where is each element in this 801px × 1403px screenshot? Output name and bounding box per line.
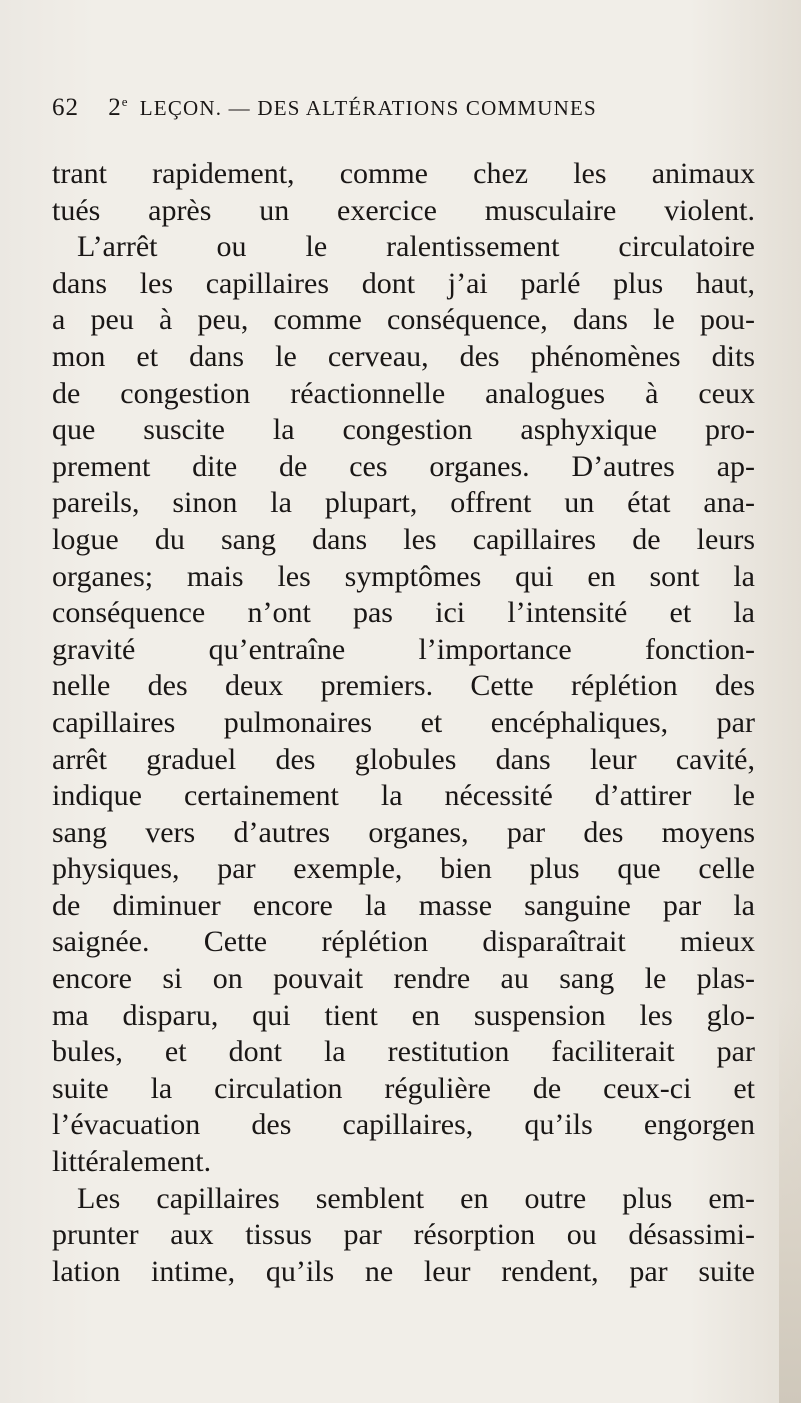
- chapter-title: LEÇON. — DES ALTÉRATIONS COMMUNES: [139, 96, 597, 120]
- text-line: suite la circulation régulière de ceux-ci et: [52, 1071, 755, 1105]
- text-line: que suscite la congestion asphyxique pro-: [52, 413, 755, 447]
- page-number: 62: [52, 94, 79, 121]
- lecon-number-digit: 2: [108, 94, 122, 121]
- text-line: nelle des deux premiers. Cette réplétion des: [52, 669, 755, 703]
- text-line: mon et dans le cerveau, des phénomènes dits: [52, 339, 755, 373]
- text-line: ma disparu, qui tient en suspension les glo-: [52, 998, 755, 1032]
- text-line: physiques, par exemple, bien plus que celle: [52, 852, 755, 886]
- running-header: [52, 82, 752, 122]
- text-line: a peu à peu, comme conséquence, dans le pou-: [52, 303, 755, 337]
- text-line: gravité qu’entraîne l’importance fonction-: [52, 632, 755, 666]
- body-text: [52, 156, 755, 1290]
- text-line: encore si on pouvait rendre au sang le plas-: [52, 962, 755, 996]
- text-line: prement dite de ces organes. D’autres ap-: [52, 449, 755, 483]
- text-line: organes; mais les symptômes qui en sont la: [52, 559, 755, 593]
- text-line: sang vers d’autres organes, par des moyens: [52, 815, 755, 849]
- text-line: conséquence n’ont pas ici l’intensité et la: [52, 596, 755, 630]
- text-line: trant rapidement, comme chez les animaux: [52, 157, 755, 190]
- text-line: de diminuer encore la masse sanguine par la: [52, 888, 755, 922]
- text-line: logue du sang dans les capillaires de leurs: [52, 522, 755, 556]
- text-line: L’arrêt ou le ralentissement circulatoire: [77, 230, 755, 264]
- text-line: capillaires pulmonaires et encéphaliques, par: [52, 705, 755, 739]
- text-line: de congestion réactionnelle analogues à ceux: [52, 376, 755, 410]
- text-line: indique certainement la nécessité d’attirer le: [52, 779, 755, 813]
- text-line: arrêt graduel des globules dans leur cavité,: [52, 742, 755, 776]
- text-line: dans les capillaires dont j’ai parlé plus haut,: [52, 266, 755, 300]
- text-line: bules, et dont la restitution faciliterait par: [52, 1035, 755, 1069]
- text-line: littéralement.: [52, 1145, 212, 1179]
- text-line: prunter aux tissus par résorption ou désassimi-: [52, 1218, 755, 1252]
- page-edge-shadow: [779, 1000, 801, 1403]
- text-line: lation intime, qu’ils ne leur rendent, par suite: [52, 1254, 755, 1288]
- text-line: pareils, sinon la plupart, offrent un état ana-: [52, 486, 755, 520]
- text-line: l’évacuation des capillaires, qu’ils engorgen: [52, 1108, 755, 1142]
- text-line: saignée. Cette réplétion disparaîtrait mieux: [52, 925, 755, 959]
- lecon-number-suffix: e: [121, 94, 129, 109]
- text-line: tués après un exercice musculaire violent.: [52, 193, 755, 227]
- lecon-number: [108, 94, 128, 121]
- text-line: Les capillaires semblent en outre plus em-: [77, 1181, 755, 1215]
